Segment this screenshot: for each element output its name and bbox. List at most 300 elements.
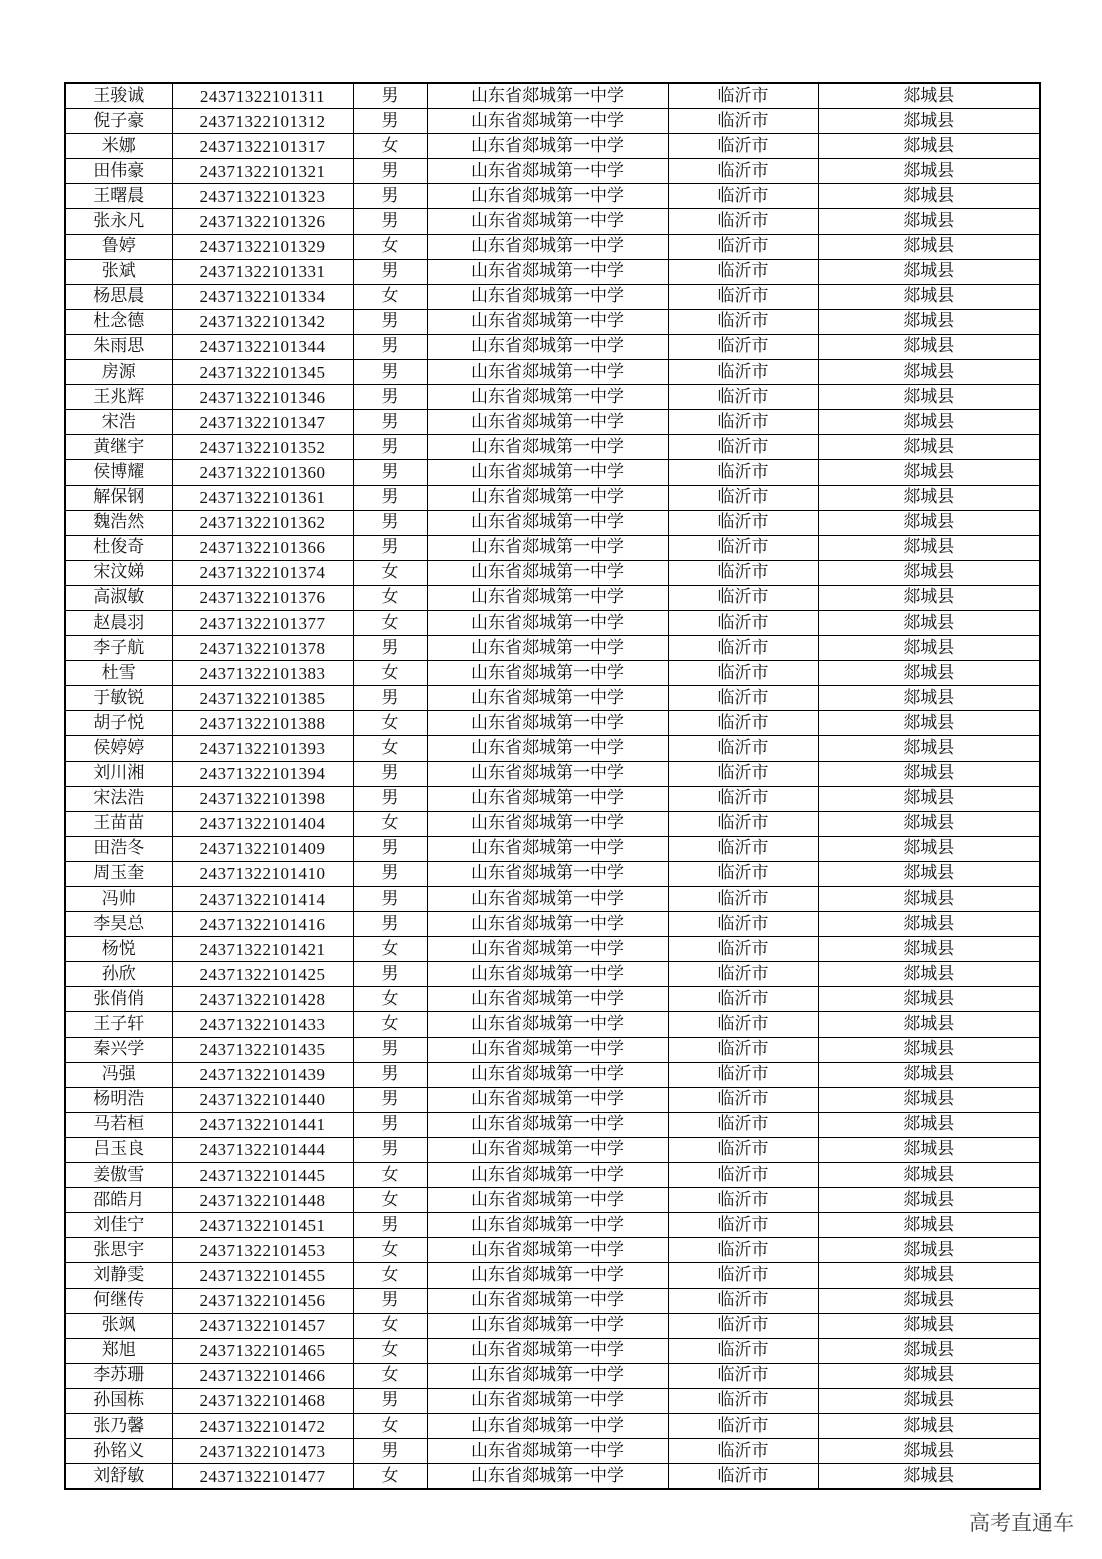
county-cell: 郯城县: [818, 134, 1040, 159]
city-cell: 临沂市: [668, 1439, 818, 1464]
school-cell: 山东省郯城第一中学: [427, 1338, 668, 1363]
gender-cell: 男: [353, 259, 427, 284]
gender-cell: 女: [353, 1338, 427, 1363]
student-name-cell: 宋浩: [65, 410, 172, 435]
school-cell: 山东省郯城第一中学: [427, 1238, 668, 1263]
exam-number-cell: 24371322101455: [172, 1263, 353, 1288]
exam-number-cell: 24371322101473: [172, 1439, 353, 1464]
exam-number-cell: 24371322101346: [172, 385, 353, 410]
exam-number-cell: 24371322101311: [172, 83, 353, 109]
exam-number-cell: 24371322101312: [172, 109, 353, 134]
school-cell: 山东省郯城第一中学: [427, 1413, 668, 1438]
exam-number-cell: 24371322101394: [172, 761, 353, 786]
county-cell: 郯城县: [818, 585, 1040, 610]
county-cell: 郯城县: [818, 836, 1040, 861]
exam-number-cell: 24371322101347: [172, 410, 353, 435]
student-name-cell: 马若桓: [65, 1112, 172, 1137]
county-cell: 郯城县: [818, 661, 1040, 686]
student-name-cell: 侯婷婷: [65, 736, 172, 761]
student-name-cell: 邵皓月: [65, 1188, 172, 1213]
table-row: [65, 711, 1040, 736]
student-name-cell: 孙国栋: [65, 1388, 172, 1413]
school-cell: 山东省郯城第一中学: [427, 861, 668, 886]
county-cell: 郯城县: [818, 184, 1040, 209]
city-cell: 临沂市: [668, 234, 818, 259]
exam-number-cell: 24371322101456: [172, 1288, 353, 1313]
school-cell: 山东省郯城第一中学: [427, 334, 668, 359]
school-cell: 山东省郯城第一中学: [427, 1388, 668, 1413]
school-cell: 山东省郯城第一中学: [427, 1288, 668, 1313]
school-cell: 山东省郯城第一中学: [427, 360, 668, 385]
exam-number-cell: 24371322101433: [172, 1012, 353, 1037]
exam-number-cell: 24371322101344: [172, 334, 353, 359]
exam-number-cell: 24371322101352: [172, 435, 353, 460]
city-cell: 临沂市: [668, 159, 818, 184]
exam-number-cell: 24371322101321: [172, 159, 353, 184]
exam-number-cell: 24371322101440: [172, 1087, 353, 1112]
school-cell: 山东省郯城第一中学: [427, 786, 668, 811]
city-cell: 临沂市: [668, 686, 818, 711]
table-row: [65, 1112, 1040, 1137]
school-cell: 山东省郯城第一中学: [427, 811, 668, 836]
county-cell: 郯城县: [818, 1137, 1040, 1162]
exam-number-cell: 24371322101477: [172, 1464, 353, 1490]
exam-number-cell: 24371322101317: [172, 134, 353, 159]
table-row: [65, 1188, 1040, 1213]
city-cell: 临沂市: [668, 786, 818, 811]
gender-cell: 男: [353, 209, 427, 234]
gender-cell: 男: [353, 636, 427, 661]
gender-cell: 女: [353, 1163, 427, 1188]
exam-number-cell: 24371322101323: [172, 184, 353, 209]
exam-number-cell: 24371322101451: [172, 1213, 353, 1238]
table-row: [65, 962, 1040, 987]
city-cell: 临沂市: [668, 1062, 818, 1087]
table-row: [65, 661, 1040, 686]
school-cell: 山东省郯城第一中学: [427, 585, 668, 610]
county-cell: 郯城县: [818, 786, 1040, 811]
city-cell: 临沂市: [668, 1012, 818, 1037]
gender-cell: 男: [353, 1062, 427, 1087]
table-row: [65, 1464, 1040, 1490]
exam-number-cell: 24371322101345: [172, 360, 353, 385]
table-row: [65, 887, 1040, 912]
exam-number-cell: 24371322101393: [172, 736, 353, 761]
county-cell: 郯城县: [818, 1263, 1040, 1288]
exam-number-cell: 24371322101441: [172, 1112, 353, 1137]
school-cell: 山东省郯城第一中学: [427, 510, 668, 535]
school-cell: 山东省郯城第一中学: [427, 736, 668, 761]
school-cell: 山东省郯城第一中学: [427, 460, 668, 485]
exam-number-cell: 24371322101404: [172, 811, 353, 836]
city-cell: 临沂市: [668, 209, 818, 234]
school-cell: 山东省郯城第一中学: [427, 1363, 668, 1388]
exam-number-cell: 24371322101360: [172, 460, 353, 485]
city-cell: 临沂市: [668, 1464, 818, 1490]
table-row: [65, 309, 1040, 334]
student-name-cell: 冯强: [65, 1062, 172, 1087]
gender-cell: 男: [353, 686, 427, 711]
county-cell: 郯城县: [818, 510, 1040, 535]
school-cell: 山东省郯城第一中学: [427, 83, 668, 109]
gender-cell: 男: [353, 887, 427, 912]
county-cell: 郯城县: [818, 962, 1040, 987]
city-cell: 临沂市: [668, 987, 818, 1012]
city-cell: 临沂市: [668, 836, 818, 861]
table-row: [65, 736, 1040, 761]
school-cell: 山东省郯城第一中学: [427, 1213, 668, 1238]
school-cell: 山东省郯城第一中学: [427, 1188, 668, 1213]
table-row: [65, 385, 1040, 410]
county-cell: 郯城县: [818, 360, 1040, 385]
city-cell: 临沂市: [668, 811, 818, 836]
student-name-cell: 刘静雯: [65, 1263, 172, 1288]
gender-cell: 男: [353, 510, 427, 535]
gender-cell: 男: [353, 1112, 427, 1137]
school-cell: 山东省郯城第一中学: [427, 309, 668, 334]
county-cell: 郯城县: [818, 912, 1040, 937]
city-cell: 临沂市: [668, 610, 818, 635]
school-cell: 山东省郯城第一中学: [427, 535, 668, 560]
school-cell: 山东省郯城第一中学: [427, 937, 668, 962]
county-cell: 郯城县: [818, 1012, 1040, 1037]
county-cell: 郯城县: [818, 987, 1040, 1012]
county-cell: 郯城县: [818, 1388, 1040, 1413]
student-name-cell: 王骏诚: [65, 83, 172, 109]
exam-number-cell: 24371322101342: [172, 309, 353, 334]
student-name-cell: 解保钢: [65, 485, 172, 510]
school-cell: 山东省郯城第一中学: [427, 134, 668, 159]
school-cell: 山东省郯城第一中学: [427, 385, 668, 410]
exam-number-cell: 24371322101439: [172, 1062, 353, 1087]
gender-cell: 女: [353, 234, 427, 259]
city-cell: 临沂市: [668, 410, 818, 435]
table-row: [65, 912, 1040, 937]
gender-cell: 男: [353, 1213, 427, 1238]
student-name-cell: 秦兴学: [65, 1037, 172, 1062]
school-cell: 山东省郯城第一中学: [427, 1062, 668, 1087]
table-row: [65, 159, 1040, 184]
student-name-cell: 张思宇: [65, 1238, 172, 1263]
roster-body: [65, 83, 1040, 1489]
city-cell: 临沂市: [668, 284, 818, 309]
gender-cell: 女: [353, 1363, 427, 1388]
city-cell: 临沂市: [668, 385, 818, 410]
gender-cell: 男: [353, 460, 427, 485]
county-cell: 郯城县: [818, 1363, 1040, 1388]
city-cell: 临沂市: [668, 109, 818, 134]
school-cell: 山东省郯城第一中学: [427, 686, 668, 711]
city-cell: 临沂市: [668, 711, 818, 736]
school-cell: 山东省郯城第一中学: [427, 711, 668, 736]
exam-number-cell: 24371322101425: [172, 962, 353, 987]
student-name-cell: 胡子悦: [65, 711, 172, 736]
gender-cell: 男: [353, 1439, 427, 1464]
student-name-cell: 于敏锐: [65, 686, 172, 711]
city-cell: 临沂市: [668, 661, 818, 686]
table-row: [65, 1137, 1040, 1162]
student-name-cell: 周玉奎: [65, 861, 172, 886]
gender-cell: 男: [353, 410, 427, 435]
table-row: [65, 510, 1040, 535]
watermark-text: 高考直通车: [969, 1511, 1074, 1535]
city-cell: 临沂市: [668, 460, 818, 485]
county-cell: 郯城县: [818, 234, 1040, 259]
student-name-cell: 张斌: [65, 259, 172, 284]
table-row: [65, 1439, 1040, 1464]
gender-cell: 女: [353, 1188, 427, 1213]
city-cell: 临沂市: [668, 861, 818, 886]
school-cell: 山东省郯城第一中学: [427, 1087, 668, 1112]
table-row: [65, 1263, 1040, 1288]
city-cell: 临沂市: [668, 1363, 818, 1388]
county-cell: 郯城县: [818, 1313, 1040, 1338]
school-cell: 山东省郯城第一中学: [427, 1012, 668, 1037]
school-cell: 山东省郯城第一中学: [427, 184, 668, 209]
student-name-cell: 田浩冬: [65, 836, 172, 861]
gender-cell: 男: [353, 435, 427, 460]
county-cell: 郯城县: [818, 1163, 1040, 1188]
gender-cell: 男: [353, 1288, 427, 1313]
student-name-cell: 赵晨羽: [65, 610, 172, 635]
table-row: [65, 1313, 1040, 1338]
city-cell: 临沂市: [668, 309, 818, 334]
student-name-cell: 张飒: [65, 1313, 172, 1338]
county-cell: 郯城县: [818, 435, 1040, 460]
city-cell: 临沂市: [668, 1112, 818, 1137]
table-row: [65, 234, 1040, 259]
county-cell: 郯城县: [818, 309, 1040, 334]
table-row: [65, 1338, 1040, 1363]
school-cell: 山东省郯城第一中学: [427, 259, 668, 284]
student-name-cell: 米娜: [65, 134, 172, 159]
student-name-cell: 王兆辉: [65, 385, 172, 410]
city-cell: 临沂市: [668, 1087, 818, 1112]
exam-number-cell: 24371322101362: [172, 510, 353, 535]
exam-number-cell: 24371322101385: [172, 686, 353, 711]
county-cell: 郯城县: [818, 1338, 1040, 1363]
school-cell: 山东省郯城第一中学: [427, 1439, 668, 1464]
student-name-cell: 刘川湘: [65, 761, 172, 786]
county-cell: 郯城县: [818, 1037, 1040, 1062]
county-cell: 郯城县: [818, 761, 1040, 786]
gender-cell: 男: [353, 360, 427, 385]
city-cell: 临沂市: [668, 887, 818, 912]
table-row: [65, 987, 1040, 1012]
table-row: [65, 109, 1040, 134]
county-cell: 郯城县: [818, 1188, 1040, 1213]
table-row: [65, 435, 1040, 460]
county-cell: 郯城县: [818, 1062, 1040, 1087]
county-cell: 郯城县: [818, 1112, 1040, 1137]
school-cell: 山东省郯城第一中学: [427, 761, 668, 786]
county-cell: 郯城县: [818, 686, 1040, 711]
table-row: [65, 1087, 1040, 1112]
gender-cell: 女: [353, 1238, 427, 1263]
table-row: [65, 410, 1040, 435]
county-cell: 郯城县: [818, 1087, 1040, 1112]
table-row: [65, 535, 1040, 560]
table-row: [65, 334, 1040, 359]
gender-cell: 女: [353, 1012, 427, 1037]
school-cell: 山东省郯城第一中学: [427, 912, 668, 937]
exam-number-cell: 24371322101468: [172, 1388, 353, 1413]
exam-number-cell: 24371322101414: [172, 887, 353, 912]
county-cell: 郯城县: [818, 159, 1040, 184]
table-row: [65, 811, 1040, 836]
city-cell: 临沂市: [668, 535, 818, 560]
gender-cell: 男: [353, 385, 427, 410]
city-cell: 临沂市: [668, 1288, 818, 1313]
student-roster-table: [64, 82, 1041, 1490]
gender-cell: 男: [353, 159, 427, 184]
exam-number-cell: 24371322101378: [172, 636, 353, 661]
student-name-cell: 杜俊奇: [65, 535, 172, 560]
school-cell: 山东省郯城第一中学: [427, 987, 668, 1012]
student-name-cell: 杜念德: [65, 309, 172, 334]
exam-number-cell: 24371322101445: [172, 1163, 353, 1188]
county-cell: 郯城县: [818, 1464, 1040, 1490]
exam-number-cell: 24371322101361: [172, 485, 353, 510]
table-row: [65, 360, 1040, 385]
student-name-cell: 宋汶娣: [65, 560, 172, 585]
gender-cell: 女: [353, 585, 427, 610]
school-cell: 山东省郯城第一中学: [427, 1163, 668, 1188]
city-cell: 临沂市: [668, 360, 818, 385]
county-cell: 郯城县: [818, 861, 1040, 886]
city-cell: 临沂市: [668, 1188, 818, 1213]
county-cell: 郯城县: [818, 109, 1040, 134]
county-cell: 郯城县: [818, 1213, 1040, 1238]
school-cell: 山东省郯城第一中学: [427, 234, 668, 259]
student-name-cell: 魏浩然: [65, 510, 172, 535]
table-row: [65, 209, 1040, 234]
gender-cell: 女: [353, 661, 427, 686]
student-name-cell: 孙铭义: [65, 1439, 172, 1464]
gender-cell: 女: [353, 1413, 427, 1438]
exam-number-cell: 24371322101453: [172, 1238, 353, 1263]
school-cell: 山东省郯城第一中学: [427, 159, 668, 184]
gender-cell: 男: [353, 309, 427, 334]
student-name-cell: 王子轩: [65, 1012, 172, 1037]
city-cell: 临沂市: [668, 962, 818, 987]
exam-number-cell: 24371322101428: [172, 987, 353, 1012]
gender-cell: 男: [353, 912, 427, 937]
gender-cell: 男: [353, 861, 427, 886]
table-row: [65, 134, 1040, 159]
student-name-cell: 田伟豪: [65, 159, 172, 184]
gender-cell: 男: [353, 109, 427, 134]
table-row: [65, 83, 1040, 109]
exam-number-cell: 24371322101331: [172, 259, 353, 284]
table-row: [65, 761, 1040, 786]
gender-cell: 男: [353, 761, 427, 786]
gender-cell: 男: [353, 334, 427, 359]
gender-cell: 女: [353, 937, 427, 962]
gender-cell: 女: [353, 284, 427, 309]
exam-number-cell: 24371322101409: [172, 836, 353, 861]
exam-number-cell: 24371322101465: [172, 1338, 353, 1363]
table-row: [65, 284, 1040, 309]
school-cell: 山东省郯城第一中学: [427, 410, 668, 435]
student-name-cell: 鲁婷: [65, 234, 172, 259]
gender-cell: 女: [353, 1313, 427, 1338]
gender-cell: 男: [353, 1137, 427, 1162]
city-cell: 临沂市: [668, 510, 818, 535]
city-cell: 临沂市: [668, 1213, 818, 1238]
city-cell: 临沂市: [668, 435, 818, 460]
school-cell: 山东省郯城第一中学: [427, 836, 668, 861]
table-row: [65, 1388, 1040, 1413]
table-row: [65, 1288, 1040, 1313]
exam-number-cell: 24371322101421: [172, 937, 353, 962]
county-cell: 郯城县: [818, 937, 1040, 962]
table-row: [65, 1413, 1040, 1438]
exam-number-cell: 24371322101374: [172, 560, 353, 585]
exam-number-cell: 24371322101398: [172, 786, 353, 811]
city-cell: 临沂市: [668, 912, 818, 937]
table-row: [65, 1062, 1040, 1087]
exam-number-cell: 24371322101334: [172, 284, 353, 309]
school-cell: 山东省郯城第一中学: [427, 209, 668, 234]
student-name-cell: 杜雪: [65, 661, 172, 686]
gender-cell: 女: [353, 711, 427, 736]
city-cell: 临沂市: [668, 1338, 818, 1363]
exam-number-cell: 24371322101444: [172, 1137, 353, 1162]
city-cell: 临沂市: [668, 1037, 818, 1062]
city-cell: 临沂市: [668, 83, 818, 109]
county-cell: 郯城县: [818, 1439, 1040, 1464]
gender-cell: 男: [353, 184, 427, 209]
exam-number-cell: 24371322101326: [172, 209, 353, 234]
table-row: [65, 836, 1040, 861]
gender-cell: 男: [353, 485, 427, 510]
student-name-cell: 杨思晨: [65, 284, 172, 309]
city-cell: 临沂市: [668, 259, 818, 284]
student-name-cell: 姜傲雪: [65, 1163, 172, 1188]
gender-cell: 男: [353, 786, 427, 811]
school-cell: 山东省郯城第一中学: [427, 485, 668, 510]
table-row: [65, 460, 1040, 485]
exam-number-cell: 24371322101416: [172, 912, 353, 937]
county-cell: 郯城县: [818, 535, 1040, 560]
student-name-cell: 冯帅: [65, 887, 172, 912]
city-cell: 临沂市: [668, 636, 818, 661]
county-cell: 郯城县: [818, 385, 1040, 410]
county-cell: 郯城县: [818, 284, 1040, 309]
school-cell: 山东省郯城第一中学: [427, 1037, 668, 1062]
exam-number-cell: 24371322101410: [172, 861, 353, 886]
gender-cell: 男: [353, 535, 427, 560]
gender-cell: 女: [353, 560, 427, 585]
county-cell: 郯城县: [818, 610, 1040, 635]
school-cell: 山东省郯城第一中学: [427, 1464, 668, 1490]
city-cell: 临沂市: [668, 1137, 818, 1162]
table-row: [65, 1012, 1040, 1037]
table-row: [65, 1037, 1040, 1062]
table-row: [65, 937, 1040, 962]
gender-cell: 男: [353, 1087, 427, 1112]
city-cell: 临沂市: [668, 1413, 818, 1438]
school-cell: 山东省郯城第一中学: [427, 1313, 668, 1338]
gender-cell: 女: [353, 134, 427, 159]
gender-cell: 女: [353, 1263, 427, 1288]
city-cell: 临沂市: [668, 937, 818, 962]
gender-cell: 女: [353, 610, 427, 635]
exam-number-cell: 24371322101377: [172, 610, 353, 635]
table-row: [65, 1363, 1040, 1388]
student-name-cell: 宋法浩: [65, 786, 172, 811]
